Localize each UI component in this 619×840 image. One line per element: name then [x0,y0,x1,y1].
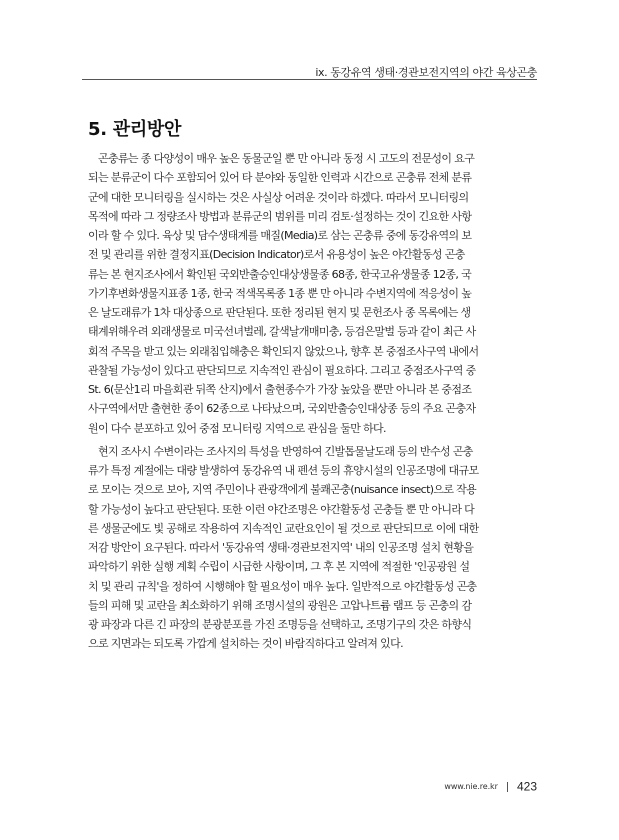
text-line: 른 생물군에도 빛 공해로 작용하여 지속적인 교란요인이 될 것으로 판단되므로 이에 대한 [88,521,479,535]
text-line: 태계위해우려 외래생물로 미국선녀벌레, 갈색날개매미충, 등검은말벌 등과 같이 최근 사 [88,325,476,339]
text-line: St. 6(문산1리 마을회관 뒤쪽 산지)에서 출현종수가 가장 높았을 뿐만 아니라 본 중점조 [88,383,472,396]
text-line: 이라 할 수 있다. 육상 및 담수생태계를 매질(Media)로 삼는 곤충류 중에 동강유역의 보 [88,229,472,242]
text-line: 목적에 따라 그 정량조사 방법과 분류군의 범위를 미리 검토·설정하는 것이 긴요한 사항 [88,209,472,223]
section-title: 5. 관리방안 [88,119,182,140]
text-line: 은 날도래류가 1차 대상종으로 판단된다. 또한 정리된 현지 및 문헌조사 종 목록에는 생 [88,306,471,319]
text-line: 파악하기 위한 실행 계획 수립이 시급한 사항이며, 그 후 본 지역에 적절한 '인공광원 설 [88,560,470,574]
text-line: 저감 방안이 요구된다. 따라서 '동강유역 생태·경관보전지역' 내의 인공조명 설치 현황을 [88,541,474,554]
text-line: 류가 특정 계절에는 대량 발생하여 동강유역 내 펜션 등의 휴양시설의 인공조명에 대규모 [88,464,479,477]
text-line: 전 및 관리를 위한 결정지표(Decision Indicator)로서 유용성이 높은 야간활동성 곤충 [88,248,465,262]
paragraph-management-scope [88,149,530,438]
text-line: 가기후변화생물지표종 1종, 한국 적색목록종 1종 뿐 만 아니라 수변지역에 적응성이 높 [88,286,472,300]
text-line: 곤충류는 종 다양성이 매우 높은 동물군일 뿐 만 아니라 동정 시 고도의 전문성이 요구 [98,152,475,165]
text-line: 원이 다수 분포하고 있어 중점 모니터링 지역으로 관심을 둘만 하다. [88,421,386,435]
body-text [88,149,530,658]
header-rule [82,79,537,80]
text-line: 군에 대한 모니터링을 실시하는 것은 사실상 어려운 것이라 하겠다. 따라서 모니터링의 [88,190,469,204]
text-line: 사구역에서만 출현한 종이 62종으로 나타났으며, 국외반출승인대상종 등의 주요 곤충자 [88,402,476,416]
text-line: 회적 주목을 받고 있는 외래침입해충은 확인되지 않았으나, 향후 본 중점조사구역 내에서 [88,344,479,358]
text-line: 관찰될 가능성이 있다고 판단되므로 지속적인 관심이 필요하다. 그리고 중점조사구역 중 [88,363,476,377]
footer-divider [507,782,508,792]
text-line: 되는 분류군이 다수 포함되어 있어 타 분야와 동일한 인력과 시간으로 곤충류 전체 분류 [88,171,472,185]
text-line: 류는 본 현지조사에서 확인된 국외반출승인대상생물종 68종, 한국고유생물종 12종, 국 [88,267,472,281]
text-line: 들의 피해 및 교란을 최소화하기 위해 조명시설의 광원은 고압나트륨 램프 등 곤충의 감 [88,598,472,612]
text-line: 광 파장과 다른 긴 파장의 분광분포를 가진 조명등을 선택하고, 조명기구의 갓은 하향식 [88,618,472,631]
page-footer [444,776,537,795]
page-number: 423 [516,779,537,794]
text-line: 할 가능성이 높다고 판단된다. 또한 이런 야간조명은 야간활동성 곤충들 뿐 만 아니라 다 [88,502,475,516]
paragraph-light-pollution [88,442,530,654]
text-line: 치 및 관리 규칙'을 정하여 시행해야 할 필요성이 매우 높다. 일반적으로 야간활동성 곤충 [88,579,477,593]
text-line: 으로 지면과는 되도록 가깝게 설치하는 것이 바람직하다고 알려져 있다. [88,637,403,651]
running-header: ix. 동강유역 생태·경관보전지역의 야간 육상곤충 [315,66,537,79]
text-line: 로 모이는 것으로 보아, 지역 주민이나 관광객에게 불쾌곤충(nuisance insect)으로 작용 [88,483,477,497]
text-line: 현지 조사시 수변이라는 조사지의 특성을 반영하여 긴발톱물날도래 등의 반수성 곤충 [98,444,473,458]
footer-url: www.nie.re.kr [444,782,498,791]
